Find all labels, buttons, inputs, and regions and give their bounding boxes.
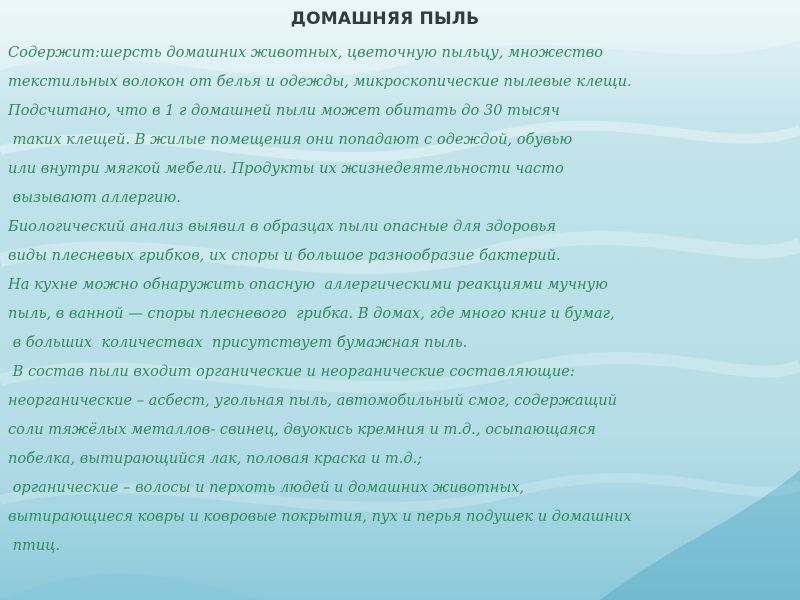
- text-line: пыль, в ванной — споры плесневого грибка. В домах, где много книг и бумаг,: [8, 305, 615, 322]
- text-line: Подсчитано, что в 1 г домашней пыли может обитать до 30 тысяч: [8, 102, 560, 119]
- text-line: вытирающиеся ковры и ковровые покрытия, пух и перья подушек и домашних: [8, 508, 632, 525]
- slide-title: ДОМАШНЯЯ ПЫЛЬ: [290, 9, 480, 29]
- text-line: органические – волосы и перхоть людей и домашних животных,: [8, 479, 525, 496]
- text-line: Содержит:шерсть домашних животных, цветочную пыльцу, множество: [8, 44, 604, 61]
- text-line: виды плесневых грибков, их споры и большое разнообразие бактерий.: [8, 247, 561, 264]
- text-line: В состав пыли входит органические и неорганические составляющие:: [8, 363, 575, 380]
- text-line: побелка, вытирающийся лак, половая краска и т.д.;: [8, 450, 423, 467]
- text-line: Биологический анализ выявил в образцах пыли опасные для здоровья: [8, 218, 557, 235]
- text-line: На кухне можно обнаружить опасную аллергическими реакциями мучную: [8, 276, 608, 293]
- text-line: неорганические – асбест, угольная пыль, автомобильный смог, содержащий: [8, 392, 618, 409]
- slide-body: [8, 38, 798, 560]
- text-line: текстильных волокон от белья и одежды, микроскопические пылевые клещи.: [8, 73, 632, 90]
- text-line: таких клещей. В жилые помещения они попадают с одеждой, обувью: [8, 131, 573, 148]
- text-line: вызывают аллергию.: [8, 189, 181, 206]
- text-line: соли тяжёлых металлов- свинец, двуокись кремния и т.д., осыпающаяся: [8, 421, 596, 438]
- text-line: птиц.: [8, 537, 61, 554]
- text-line: в больших количествах присутствует бумажная пыль.: [8, 334, 468, 351]
- text-line: или внутри мягкой мебели. Продукты их жизнедеятельности часто: [8, 160, 564, 177]
